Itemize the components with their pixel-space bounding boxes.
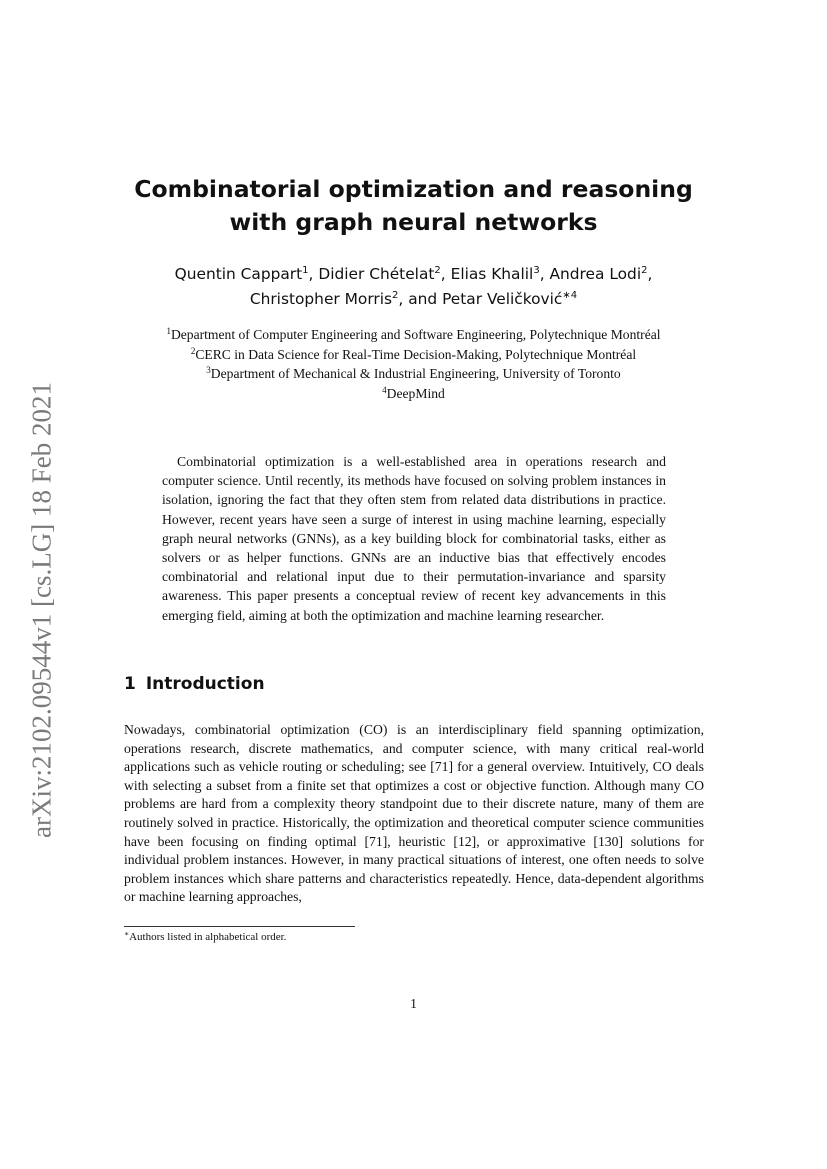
author-name: Didier Chételat xyxy=(318,265,435,283)
abstract-text: Combinatorial optimization is a well-established area in operations research and computer science. Until recently, its methods have focused on solving problem instances in isolation, ignoring the fact that they often stem from related data distributions in practice. However, recent years have seen a surge of interest in using machine learning, especially graph neural networks (GNNs), as a key building block for combinatorial tasks, either as solvers or as helper functions. GNNs are an inductive bias that effectively encodes combinatorial and relational input due to their permutation-invariance and sparsity awareness. This paper presents a conceptual review of recent key advancements in this emerging field, aiming at both the optimization and machine learning researcher. xyxy=(162,454,666,623)
affiliation-mark: 1 xyxy=(166,326,171,336)
affiliation-mark: 4 xyxy=(382,384,387,395)
footnote-divider xyxy=(124,926,355,927)
affiliation-mark: 3 xyxy=(206,365,211,375)
affiliation-text: Department of Mechanical & Industrial Engineering, University of Toronto xyxy=(210,366,621,381)
affiliation-text: DeepMind xyxy=(386,385,445,401)
author-name: Quentin Cappart xyxy=(174,265,303,283)
author-affiliation-mark: 2 xyxy=(392,290,399,301)
arxiv-identifier-stamp: arXiv:2102.09544v1 [cs.LG] 18 Feb 2021 xyxy=(26,382,57,838)
section-title: Introduction xyxy=(145,674,265,694)
affiliation xyxy=(0,364,827,384)
paper-title xyxy=(0,173,827,239)
footnote xyxy=(124,931,286,943)
abstract xyxy=(162,452,666,625)
footnote-text: Authors listed in alphabetical order. xyxy=(129,931,287,943)
author-line-1: Quentin Cappart$^1$, Didier Chételat$^2$, Elias Khalil$^3$, Andrea Lodi$^2$, xyxy=(174,265,653,283)
author-affiliation-mark: 3 xyxy=(533,265,540,276)
paper-title-line-2: with graph neural networks xyxy=(229,208,598,236)
author-affiliation-mark: 1 xyxy=(302,265,309,276)
author-name: Elias Khalil xyxy=(450,265,534,283)
introduction-body xyxy=(124,721,704,907)
affiliation-text: Department of Computer Engineering and Software Engineering, Polytechnique Montréal xyxy=(170,327,661,342)
page-number: 1 xyxy=(410,996,417,1011)
section-heading-introduction xyxy=(124,674,265,694)
author-line-2: Christopher Morris$^2$, and Petar Veličković$^{∗4}$ xyxy=(249,290,578,308)
affiliation-text: CERC in Data Science for Real-Time Decision-Making, Polytechnique Montréal xyxy=(195,346,637,362)
author-name: Andrea Lodi xyxy=(549,265,642,283)
author-affiliation-mark: ∗4 xyxy=(562,290,578,301)
section-number: 1 xyxy=(124,674,136,694)
paper-title-line-1: Combinatorial optimization and reasoning xyxy=(134,175,693,203)
affiliation-list xyxy=(0,325,827,403)
author-list xyxy=(0,262,827,312)
affiliation xyxy=(0,325,827,345)
author-affiliation-mark: 2 xyxy=(641,265,648,276)
affiliation xyxy=(0,345,827,365)
footnote-mark: ∗ xyxy=(124,929,130,938)
introduction-paragraph: Nowadays, combinatorial optimization (CO) is an interdisciplinary field spanning optimization, operations research, discrete mathematics, and computer science, with many critical real-world applications such as vehicle routing or scheduling; see [71] for a general overview. Intuitively, CO deals with selecting a subset from a finite set that optimizes a cost or objective function. Although many CO problems are hard from a complexity theory standpoint due to their discrete nature, many of them are routinely solved in practice. Historically, the optimization and theoretical computer science communities have been focusing on finding optimal [71], heuristic [12], or approximative [130] solutions for individual problem instances. However, in many practical situations of interest, one often needs to solve problem instances which share patterns and characteristics repeatedly. Hence, data-dependent algorithms or machine learning approaches, xyxy=(124,722,704,905)
author-name: Petar Veličković xyxy=(442,290,563,308)
author-affiliation-mark: 2 xyxy=(434,265,441,276)
authors-and-conjunction: and xyxy=(408,290,438,308)
affiliation xyxy=(0,384,827,404)
author-name: Christopher Morris xyxy=(249,290,393,308)
affiliation-mark: 2 xyxy=(190,345,196,356)
